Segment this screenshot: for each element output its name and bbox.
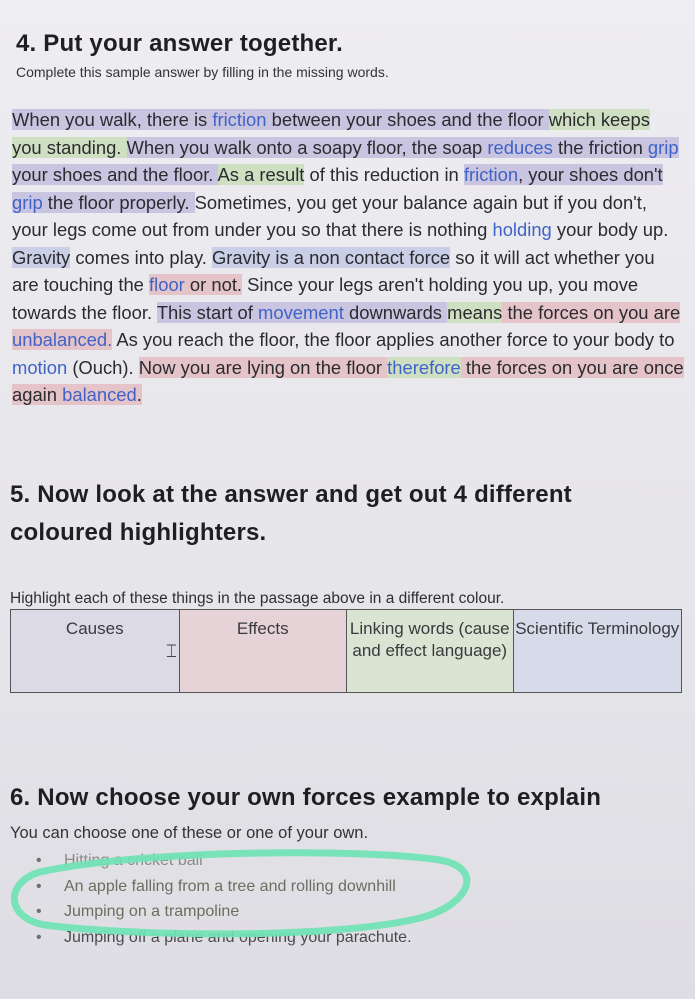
passage-segment: As a result: [217, 164, 305, 185]
list-item: • Hitting a cricket ball: [30, 848, 412, 874]
section-6-instruction: You can choose one of these or one of your own.: [10, 824, 369, 842]
passage-segment: motion: [12, 356, 68, 378]
table-cell-scientific-terminology: Scientific Terminology: [514, 610, 682, 692]
passage-segment: Now you are lying on the floor: [138, 356, 388, 378]
passage-segment: Gravity is a non contact force: [212, 246, 451, 268]
passage-segment: When you walk onto a soapy floor, the soap: [126, 136, 488, 158]
passage-segment: your shoes and the floor.: [12, 164, 218, 185]
passage-segment: reduces: [487, 136, 553, 158]
passage-segment: unbalanced.: [12, 329, 113, 350]
passage-segment: This start of: [156, 301, 259, 323]
passage-segment: the floor properly.: [42, 191, 195, 213]
table-cell-linking-words: Linking words (cause and effect language): [347, 610, 514, 692]
passage-segment: comes into play.: [70, 246, 212, 268]
table-cell-causes: Causes: [11, 610, 180, 692]
section-4-instruction: Complete this sample answer by filling in the missing words.: [16, 64, 389, 80]
passage-segment: When you walk, there is: [12, 109, 213, 130]
section-6-heading: 6. Now choose your own forces example to explain: [10, 784, 602, 811]
passage-segment: means: [447, 301, 503, 323]
passage-segment: grip: [12, 191, 43, 213]
passage-segment: floor: [149, 274, 185, 295]
passage-segment: of this reduction in: [304, 164, 464, 185]
list-item: • An apple falling from a tree and rolling downhill: [30, 874, 412, 900]
passage-segment: downwards: [343, 301, 448, 323]
list-item: • Jumping off a plane and opening your parachute.: [30, 925, 412, 951]
passage-segment: so it will act whether you are touching the: [12, 246, 655, 295]
example-options-list: [30, 848, 412, 950]
highlight-categories-table: [10, 609, 682, 693]
passage-segment: or not.: [184, 274, 243, 295]
passage-segment: Gravity: [12, 246, 71, 268]
passage-segment: the forces on you are once again: [12, 356, 684, 405]
text-cursor-icon: ⌶: [166, 641, 177, 662]
passage-segment: movement: [258, 301, 344, 323]
passage-segment: holding: [492, 219, 552, 240]
passage-segment: As you reach the floor, the floor applies another force to your body to: [112, 329, 675, 350]
passage-segment: , your shoes don't: [518, 164, 663, 185]
passage-segment: the friction: [552, 136, 648, 158]
passage-segment: which: [548, 109, 596, 130]
section-4-heading: 4. Put your answer together.: [16, 30, 344, 57]
passage-segment: the forces on you are: [502, 301, 681, 323]
passage-segment: Since your legs aren't holding you up, you move towards the floor.: [12, 274, 639, 323]
passage-segment: friction: [212, 109, 267, 130]
sample-answer-passage: [12, 106, 684, 409]
highlight-table-caption: Highlight each of these things in the passage above in a different colour.: [10, 590, 505, 607]
passage-segment: balanced: [62, 384, 137, 405]
section-5-heading: 5. Now look at the answer and get out 4 different coloured highlighters.: [10, 481, 572, 546]
passage-segment: therefore: [387, 356, 461, 378]
passage-segment: keeps you standing.: [12, 109, 650, 158]
list-item: • Jumping on a trampoline: [30, 899, 412, 925]
passage-segment: friction: [463, 164, 519, 185]
table-cell-effects: Effects: [180, 610, 348, 692]
passage-segment: between your shoes and the floor: [266, 109, 549, 130]
passage-segment: .: [136, 384, 142, 405]
passage-segment: your body up.: [551, 219, 669, 240]
passage-segment: Sometimes, you get your balance again but if you don't, your legs come out from under you so that there is nothing: [12, 191, 647, 240]
passage-segment: grip: [647, 136, 679, 158]
passage-segment: (Ouch).: [67, 356, 139, 378]
